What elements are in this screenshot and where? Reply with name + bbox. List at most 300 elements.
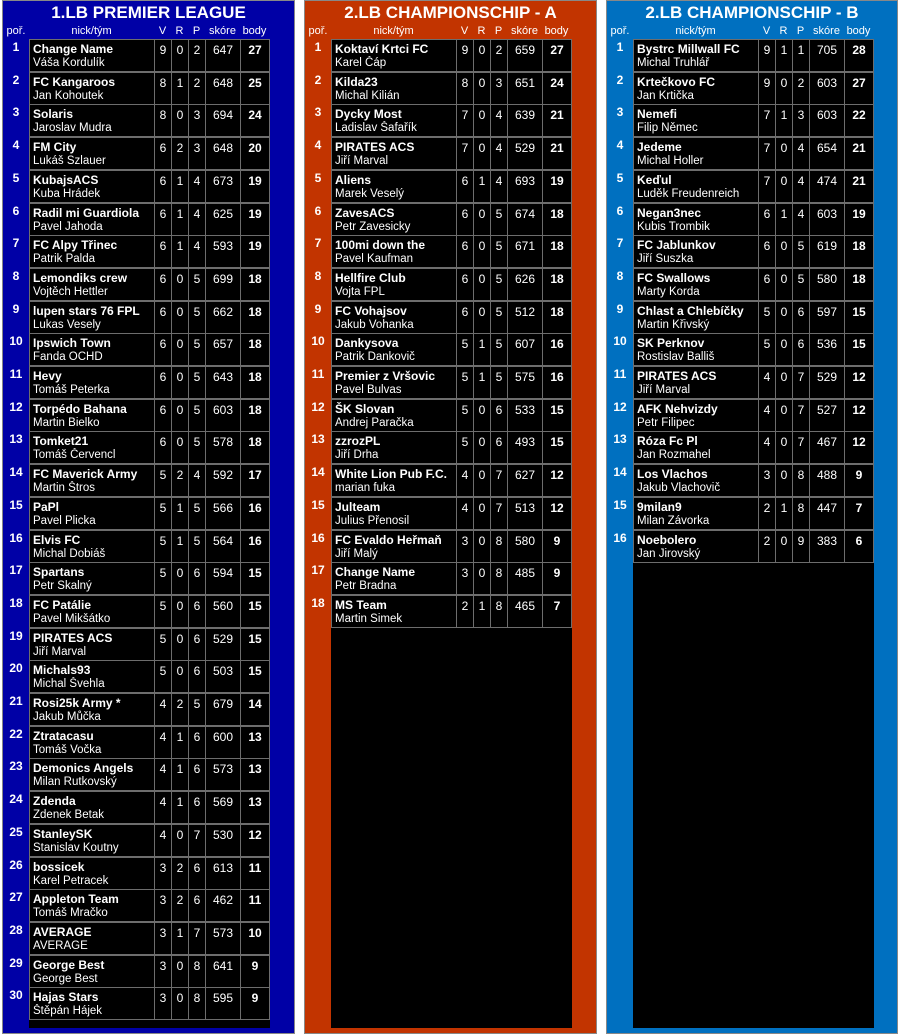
manager-name: Petr Zavesicky — [335, 220, 411, 233]
cell-l — [188, 268, 206, 301]
points-value: 27 — [550, 43, 564, 57]
cell-l — [188, 922, 206, 955]
losses-value: 5 — [495, 271, 503, 286]
manager-name: Kubis Trombik — [637, 220, 710, 233]
cell-team — [331, 203, 457, 236]
cell-team — [633, 497, 759, 530]
cell-l — [188, 595, 206, 628]
points-value: 9 — [855, 468, 863, 483]
cell-l — [188, 399, 206, 432]
cell-score — [205, 399, 241, 432]
score-value: 662 — [212, 304, 234, 319]
row-position: 6 — [12, 203, 20, 218]
team-name: Chlast a Chlebíčky — [637, 303, 744, 318]
score-value: 566 — [212, 500, 234, 515]
score-value: 529 — [212, 631, 234, 646]
points-value: 13 — [248, 795, 262, 810]
cell-w — [758, 464, 776, 497]
row-position: 6 — [314, 203, 322, 218]
draws-value: 0 — [780, 304, 788, 319]
points-value: 18 — [550, 206, 564, 221]
cell-team — [29, 301, 155, 334]
draws-value: 0 — [176, 402, 184, 417]
cell-score — [809, 268, 845, 301]
losses-value: 7 — [797, 435, 805, 450]
cell-l — [188, 857, 206, 890]
header-draws: R — [779, 25, 788, 37]
row-position: 12 — [613, 399, 627, 414]
cell-score — [205, 301, 241, 334]
losses-value: 6 — [193, 631, 201, 646]
cell-w — [154, 955, 172, 988]
cell-score — [507, 399, 543, 432]
cell-pts — [542, 170, 572, 203]
cell-l — [188, 104, 206, 137]
draws-value: 0 — [176, 827, 184, 842]
table-row — [305, 530, 598, 563]
draws-value: 0 — [780, 468, 788, 483]
table-row — [305, 104, 598, 137]
draws-value: 1 — [780, 500, 788, 515]
manager-name: George Best — [33, 972, 98, 985]
cell-team — [29, 758, 155, 791]
table-row — [305, 170, 598, 203]
manager-name: Pavel Kaufman — [335, 253, 413, 266]
cell-team — [331, 562, 457, 595]
cell-team — [29, 366, 155, 399]
draws-value: 0 — [478, 108, 486, 123]
cell-l — [188, 660, 206, 693]
draws-value: 1 — [176, 500, 184, 515]
cell-l — [792, 137, 810, 170]
row-position: 1 — [314, 40, 322, 54]
cell-team — [331, 530, 457, 563]
team-name: 9milan9 — [637, 499, 682, 514]
points-value: 15 — [248, 631, 262, 646]
cell-pts — [240, 39, 270, 72]
row-position: 16 — [311, 530, 325, 545]
manager-name: Andrej Paračka — [335, 416, 414, 429]
cell-pts — [844, 530, 874, 563]
table-row — [607, 464, 899, 497]
cell-team — [29, 824, 155, 857]
cell-d — [775, 203, 793, 236]
draws-value: 1 — [478, 337, 486, 352]
header-score: skóre — [209, 25, 236, 37]
points-value: 25 — [248, 75, 262, 90]
header-losses: P — [192, 25, 201, 37]
cell-d — [473, 431, 491, 464]
table-row — [607, 170, 899, 203]
score-value: 603 — [816, 75, 838, 90]
wins-value: 3 — [461, 533, 469, 548]
row-position: 9 — [616, 301, 624, 316]
cell-d — [171, 758, 189, 791]
score-value: 648 — [212, 141, 234, 156]
points-value: 18 — [852, 271, 866, 286]
team-name: lupen stars 76 FPL — [33, 303, 140, 318]
draws-value: 0 — [176, 337, 184, 352]
losses-value: 6 — [193, 795, 201, 810]
cell-d — [171, 268, 189, 301]
cell-l — [490, 431, 508, 464]
cell-pts — [240, 562, 270, 595]
cell-w — [154, 301, 172, 334]
score-value: 512 — [514, 304, 536, 319]
cell-score — [205, 72, 241, 105]
cell-pts — [240, 726, 270, 759]
losses-value: 7 — [495, 468, 503, 483]
wins-value: 6 — [461, 304, 469, 319]
wins-value: 9 — [461, 43, 469, 57]
wins-value: 7 — [763, 108, 771, 123]
points-value: 15 — [852, 337, 866, 352]
manager-name: Jan Kohoutek — [33, 89, 104, 102]
score-value: 575 — [514, 370, 536, 384]
table-row — [3, 922, 296, 955]
cell-d — [171, 366, 189, 399]
row-position: 3 — [12, 105, 20, 120]
cell-w — [154, 530, 172, 563]
cell-d — [473, 464, 491, 497]
cell-team — [29, 660, 155, 693]
team-name: PaPl — [33, 499, 60, 514]
team-name: MS Team — [335, 597, 387, 612]
table-row — [305, 333, 598, 366]
cell-l — [490, 562, 508, 595]
losses-value: 6 — [193, 598, 201, 613]
points-value: 24 — [550, 75, 564, 90]
table-row — [305, 562, 598, 595]
losses-value: 1 — [797, 43, 805, 57]
manager-name: Marek Veselý — [335, 187, 405, 200]
team-name: FM City — [33, 140, 77, 155]
wins-value: 9 — [763, 43, 771, 57]
league-title: 2.LB CHAMPIONSCHIP - B — [645, 3, 859, 22]
cell-l — [792, 399, 810, 432]
cell-l — [188, 170, 206, 203]
score-value: 513 — [514, 500, 536, 515]
score-value: 592 — [212, 468, 234, 483]
cell-d — [171, 530, 189, 563]
losses-value: 3 — [193, 141, 201, 156]
cell-l — [188, 628, 206, 661]
cell-score — [205, 660, 241, 693]
cell-d — [171, 726, 189, 759]
row-position: 30 — [9, 988, 23, 1003]
wins-value: 5 — [159, 500, 167, 515]
cell-w — [456, 562, 474, 595]
points-value: 9 — [251, 958, 259, 973]
losses-value: 5 — [495, 370, 503, 384]
row-position: 12 — [311, 399, 325, 414]
table-row — [3, 726, 296, 759]
table-row — [3, 791, 296, 824]
cell-team — [29, 170, 155, 203]
cell-d — [171, 693, 189, 726]
table-row — [607, 235, 899, 268]
cell-d — [775, 497, 793, 530]
cell-pts — [844, 464, 874, 497]
cell-l — [490, 301, 508, 334]
cell-team — [331, 366, 457, 399]
cell-d — [171, 628, 189, 661]
cell-w — [154, 464, 172, 497]
wins-value: 5 — [461, 402, 469, 417]
row-position: 25 — [9, 824, 23, 839]
row-position: 3 — [616, 105, 624, 120]
cell-team — [633, 170, 759, 203]
cell-team — [331, 301, 457, 334]
wins-value: 2 — [763, 500, 771, 515]
cell-w — [154, 39, 172, 72]
table-row — [305, 235, 598, 268]
cell-w — [154, 889, 172, 922]
cell-d — [171, 889, 189, 922]
row-position: 7 — [314, 236, 322, 251]
cell-w — [456, 39, 474, 72]
cell-team — [331, 497, 457, 530]
losses-value: 5 — [495, 206, 503, 221]
cell-d — [473, 203, 491, 236]
points-value: 15 — [550, 435, 564, 450]
cell-score — [809, 170, 845, 203]
team-name: 100mi down the — [335, 238, 426, 253]
draws-value: 0 — [176, 566, 184, 581]
losses-value: 3 — [797, 108, 805, 123]
wins-value: 5 — [461, 435, 469, 450]
draws-value: 0 — [176, 304, 184, 319]
wins-value: 5 — [461, 337, 469, 352]
cell-w — [758, 497, 776, 530]
cell-score — [809, 431, 845, 464]
wins-value: 4 — [159, 827, 167, 842]
score-value: 671 — [514, 239, 536, 254]
wins-value: 4 — [763, 402, 771, 417]
cell-w — [456, 399, 474, 432]
table-row — [3, 889, 296, 922]
header-losses: P — [796, 25, 805, 37]
score-value: 657 — [212, 337, 234, 352]
score-value: 613 — [212, 860, 234, 875]
team-name: AVERAGE — [33, 924, 92, 939]
points-value: 12 — [550, 500, 564, 515]
cell-team — [633, 431, 759, 464]
manager-name: Jan Krtička — [637, 89, 694, 102]
losses-value: 5 — [193, 435, 201, 450]
cell-team — [633, 268, 759, 301]
cell-l — [792, 431, 810, 464]
cell-w — [456, 235, 474, 268]
cell-d — [171, 39, 189, 72]
manager-name: Jiří Suszka — [637, 253, 694, 266]
header-wins: V — [762, 25, 771, 37]
row-position: 4 — [616, 138, 624, 153]
draws-value: 0 — [176, 958, 184, 973]
team-name: zzrozPL — [335, 434, 381, 449]
table-row — [3, 104, 296, 137]
cell-pts — [542, 366, 572, 399]
draws-value: 0 — [780, 271, 788, 286]
cell-score — [205, 824, 241, 857]
cell-w — [154, 497, 172, 530]
cell-w — [154, 399, 172, 432]
cell-score — [507, 72, 543, 105]
row-position: 21 — [9, 694, 23, 708]
wins-value: 8 — [461, 75, 469, 90]
wins-value: 5 — [159, 468, 167, 483]
score-value: 560 — [212, 598, 234, 613]
cell-team — [29, 628, 155, 661]
table-row — [607, 39, 899, 72]
cell-score — [809, 104, 845, 137]
cell-team — [29, 268, 155, 301]
score-value: 533 — [514, 402, 536, 417]
score-value: 503 — [212, 664, 234, 679]
cell-score — [205, 922, 241, 955]
score-value: 674 — [514, 206, 536, 221]
team-name: Noebolero — [637, 532, 697, 547]
wins-value: 6 — [159, 304, 167, 319]
row-position: 16 — [613, 530, 627, 545]
cell-w — [456, 431, 474, 464]
table-row — [3, 693, 296, 726]
manager-name: Jiří Drha — [335, 449, 379, 462]
team-name: Negan3nec — [637, 205, 702, 220]
cell-score — [809, 399, 845, 432]
cell-d — [775, 399, 793, 432]
draws-value: 0 — [176, 370, 184, 384]
cell-pts — [240, 987, 270, 1020]
losses-value: 2 — [797, 75, 805, 90]
cell-l — [490, 170, 508, 203]
cell-w — [758, 203, 776, 236]
score-value: 651 — [514, 75, 536, 90]
cell-team — [29, 857, 155, 890]
cell-d — [171, 497, 189, 530]
wins-value: 4 — [461, 500, 469, 515]
cell-pts — [542, 399, 572, 432]
row-position: 1 — [616, 40, 624, 54]
points-value: 19 — [248, 239, 262, 254]
header-draws: R — [175, 25, 184, 37]
wins-value: 7 — [461, 141, 469, 156]
points-value: 12 — [550, 468, 564, 483]
row-position: 13 — [311, 432, 325, 447]
league-panel — [2, 0, 295, 1034]
cell-score — [507, 203, 543, 236]
table-row — [305, 39, 598, 72]
points-value: 15 — [248, 598, 262, 613]
cell-team — [29, 39, 155, 72]
wins-value: 7 — [763, 173, 771, 188]
cell-score — [205, 170, 241, 203]
manager-name: Karel Čáp — [335, 57, 387, 69]
points-value: 27 — [248, 43, 262, 57]
cell-l — [188, 137, 206, 170]
cell-d — [473, 497, 491, 530]
wins-value: 5 — [159, 664, 167, 679]
losses-value: 8 — [495, 598, 503, 613]
row-position: 18 — [9, 595, 23, 610]
team-name: KubajsACS — [33, 172, 99, 187]
manager-name: Tomáš Červencl — [33, 449, 116, 462]
draws-value: 0 — [176, 664, 184, 679]
wins-value: 5 — [159, 631, 167, 646]
cell-pts — [240, 170, 270, 203]
score-value: 474 — [816, 173, 838, 188]
score-value: 627 — [514, 468, 536, 483]
draws-value: 0 — [478, 239, 486, 254]
cell-d — [473, 39, 491, 72]
manager-name: Petr Filipec — [637, 416, 695, 429]
table-row — [3, 464, 296, 497]
manager-name: Pavel Plicka — [33, 514, 96, 527]
points-value: 12 — [852, 402, 866, 417]
cell-pts — [844, 170, 874, 203]
row-position: 2 — [12, 72, 20, 87]
row-position: 14 — [613, 465, 627, 480]
wins-value: 6 — [461, 271, 469, 286]
manager-name: Patrik Dankovič — [335, 351, 415, 364]
losses-value: 6 — [193, 664, 201, 679]
points-value: 7 — [855, 500, 863, 515]
cell-l — [490, 137, 508, 170]
score-value: 462 — [212, 893, 234, 908]
row-position: 17 — [311, 563, 325, 578]
cell-pts — [240, 857, 270, 890]
cell-l — [490, 595, 508, 628]
cell-team — [331, 104, 457, 137]
cell-w — [456, 333, 474, 366]
draws-value: 1 — [478, 370, 486, 384]
row-position: 11 — [613, 367, 627, 381]
manager-name: Martin Křivský — [637, 318, 710, 331]
points-value: 18 — [248, 304, 262, 319]
wins-value: 2 — [461, 598, 469, 613]
row-position: 10 — [311, 334, 325, 349]
cell-pts — [240, 660, 270, 693]
manager-name: Filip Němec — [637, 122, 698, 135]
cell-score — [507, 431, 543, 464]
header-wins: V — [460, 25, 469, 37]
points-value: 18 — [248, 370, 262, 384]
cell-pts — [240, 628, 270, 661]
cell-w — [456, 137, 474, 170]
draws-value: 2 — [176, 697, 184, 711]
cell-l — [792, 530, 810, 563]
draws-value: 0 — [478, 435, 486, 450]
table-row — [607, 72, 899, 105]
cell-d — [171, 170, 189, 203]
manager-name: Lukas Vesely — [33, 318, 101, 331]
cell-score — [205, 333, 241, 366]
cell-team — [29, 431, 155, 464]
cell-pts — [240, 530, 270, 563]
cell-w — [456, 464, 474, 497]
manager-name: Pavel Jahoda — [33, 220, 103, 233]
cell-l — [792, 72, 810, 105]
points-value: 12 — [248, 827, 262, 842]
team-name: Jedeme — [637, 140, 682, 155]
wins-value: 5 — [159, 566, 167, 581]
cell-pts — [542, 104, 572, 137]
cell-d — [473, 137, 491, 170]
cell-d — [775, 366, 793, 399]
cell-d — [171, 203, 189, 236]
points-value: 15 — [248, 664, 262, 679]
cell-w — [758, 333, 776, 366]
